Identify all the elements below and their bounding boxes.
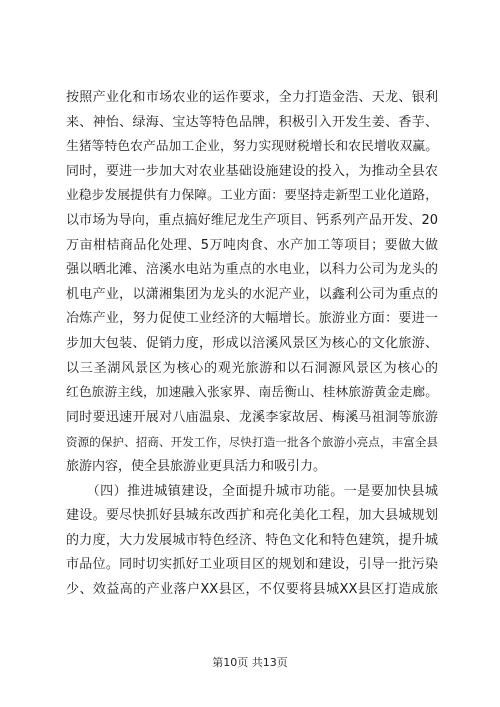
text-line: （四）推进城镇建设，全面提升城市功能。一是要加快县城: [66, 483, 438, 499]
text-line: 同时，要进一步加大对农业基础设施建设的投入，为推动全县农: [66, 163, 438, 179]
text-line: 同时要迅速开展对八庙温泉、龙溪李家故居、梅溪马祖洞等旅游: [66, 409, 438, 425]
text-line: 少、效益高的产业落户XX县区，不仅要将县城XX县区打造成旅: [66, 581, 438, 597]
page-number-footer: 第10页 共13页: [212, 656, 288, 669]
text-line: 冶炼产业，努力促使工业经济的大幅增长。旅游业方面：要进一: [66, 311, 438, 327]
text-line: 以三圣湖风景区为核心的观光旅游和以石洞源风景区为核心的: [66, 360, 438, 376]
text-line: 来、神怡、绿海、宝达等特色品牌，积极引入开发生姜、香芋、: [66, 114, 438, 130]
text-line: 以市场为导向，重点搞好维尼龙生产项目、钙系列产品开发、20: [66, 212, 438, 228]
text-line: 红色旅游主线，加速融入张家界、南岳衡山、桂林旅游黄金走廊。: [66, 385, 438, 401]
text-line: 建设。要尽快抓好县城东改西扩和亮化美化工程，加大县城规划: [66, 508, 438, 524]
text-line: 按照产业化和市场农业的运作要求，全力打造金浩、天龙、银利: [66, 90, 438, 105]
text-line: 旅游内容，使全县旅游业更具活力和吸引力。: [66, 458, 327, 474]
text-line: 步加大包装、促销力度，形成以涪溪风景区为核心的文化旅游、: [66, 335, 438, 351]
body-text: [66, 86, 438, 602]
text-line: 强以晒北滩、涪溪水电站为重点的水电业，以科力公司为龙头的: [66, 262, 438, 278]
text-line: 市品位。同时切实抓好工业项目区的规划和建设，引导一批污染: [66, 557, 438, 573]
text-line: 的力度，大力发展城市特色经济、特色文化和特色建筑，提升城: [66, 532, 438, 548]
text-line: 资源的保护、招商、开发工作，尽快打造一批各个旅游小亮点，丰富全县: [66, 435, 438, 450]
text-line: 生猪等特色农产品加工企业，努力实现财税增长和农民增收双赢。: [66, 139, 438, 155]
text-line: 业稳步发展提供有力保障。工业方面：要坚持走新型工业化道路，: [66, 188, 438, 204]
text-line: 万亩柑桔商品化处理、5万吨肉食、水产加工等项目；要做大做: [66, 237, 438, 253]
text-line: 机电产业，以潇湘集团为龙头的水泥产业，以鑫利公司为重点的: [66, 286, 438, 302]
